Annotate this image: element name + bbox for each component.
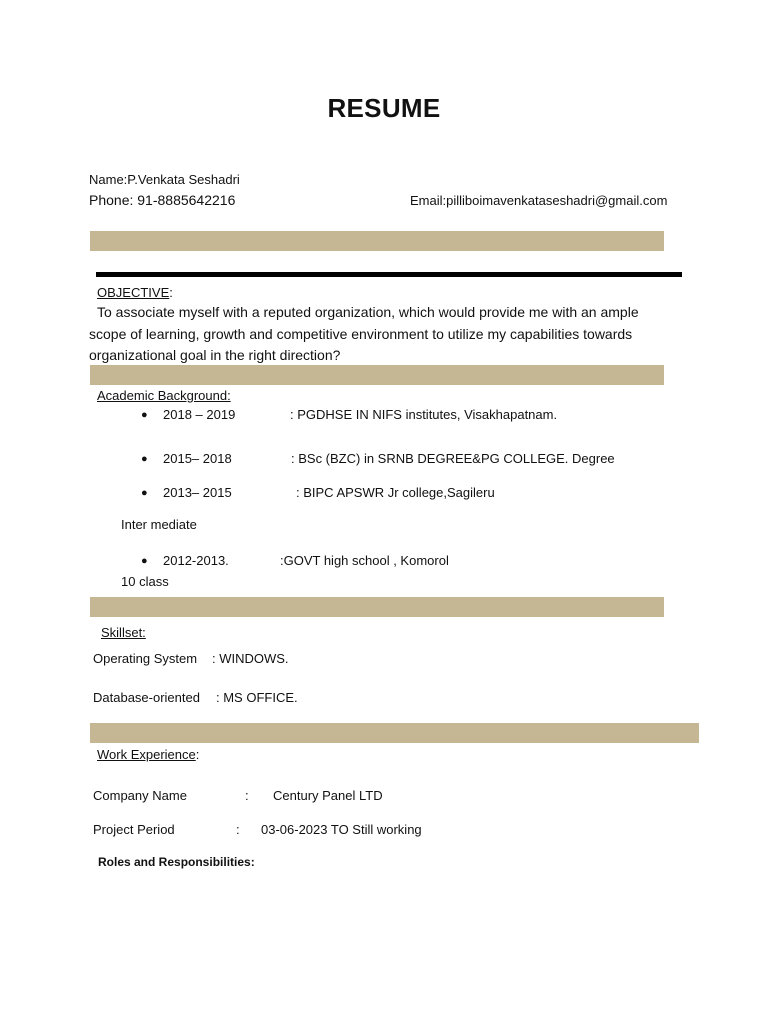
period-separator: :	[236, 822, 240, 837]
skill-value: : MS OFFICE.	[216, 690, 298, 705]
company-separator: :	[245, 788, 249, 803]
objective-colon: :	[169, 285, 173, 300]
academic-years: 2012-2013.	[163, 553, 229, 568]
skillset-heading: Skillset:	[101, 625, 146, 640]
period-value: 03-06-2023 TO Still working	[261, 822, 422, 837]
phone-number: Phone: 91-8885642216	[89, 192, 236, 208]
page-title: RESUME	[327, 93, 441, 123]
horizontal-rule	[96, 272, 682, 277]
experience-colon: :	[195, 747, 200, 762]
experience-heading-line	[97, 747, 199, 762]
objective-text: To associate myself with a reputed organization, which would provide me with an ample scope of learning, growth and competitive environment to utilize my capabilities towards organizational goal in the right direction?	[89, 304, 639, 363]
skill-label: Operating System	[93, 651, 198, 666]
academic-detail: : PGDHSE IN NIFS institutes, Visakhapatnam.	[290, 407, 558, 422]
company-value: Century Panel LTD	[273, 788, 383, 803]
experience-heading: Work Experience	[97, 747, 196, 762]
academic-heading: Academic Background:	[97, 388, 231, 403]
roles-heading: Roles and Responsibilities:	[98, 855, 255, 869]
bullet-icon: ●	[141, 555, 148, 567]
section-divider-band	[90, 365, 664, 385]
academic-detail: :GOVT high school , Komorol	[280, 553, 449, 568]
inter-note: Inter mediate	[121, 517, 197, 532]
skill-label: Database-oriented	[93, 690, 200, 705]
section-divider-band	[90, 597, 664, 617]
section-divider-band	[90, 723, 699, 743]
academic-detail: : BIPC APSWR Jr college,Sagileru	[296, 485, 495, 500]
tenth-note: 10 class	[121, 574, 169, 589]
company-label: Company Name	[93, 788, 187, 803]
academic-detail: : BSc (BZC) in SRNB DEGREE&PG COLLEGE. Degree	[291, 451, 615, 466]
email-address: Email:pilliboimavenkataseshadri@gmail.com	[410, 193, 668, 208]
skill-value: : WINDOWS.	[212, 651, 289, 666]
academic-years: 2015– 2018	[163, 451, 232, 466]
academic-years: 2013– 2015	[163, 485, 232, 500]
academic-years: 2018 – 2019	[163, 407, 236, 422]
candidate-name: Name:P.Venkata Seshadri	[89, 172, 240, 187]
section-divider-band	[90, 231, 664, 251]
objective-heading: OBJECTIVE	[97, 285, 170, 300]
bullet-icon: ●	[141, 409, 148, 421]
objective-heading-line	[97, 285, 173, 300]
bullet-icon: ●	[141, 487, 148, 499]
bullet-icon: ●	[141, 453, 148, 465]
period-label: Project Period	[93, 822, 175, 837]
